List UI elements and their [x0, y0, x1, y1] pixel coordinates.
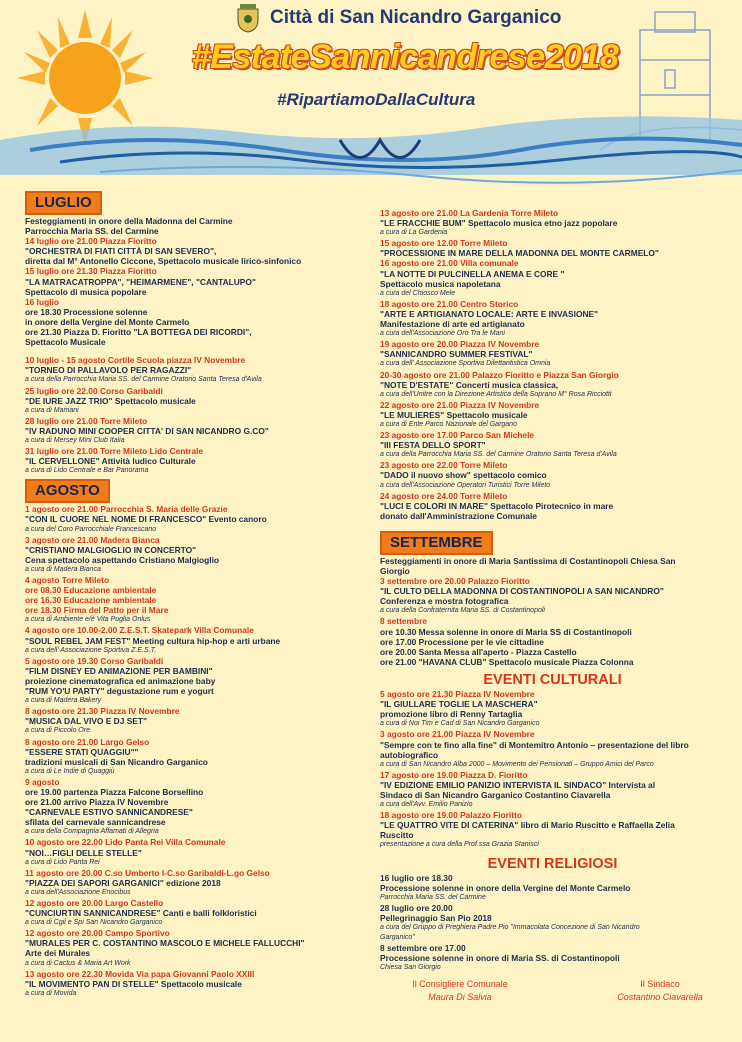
event-date: 24 agosto ore 24.00 Torre Mileto	[380, 490, 508, 501]
event-date: 9 agosto	[25, 776, 60, 787]
event-organizer: a cura dell' Associazione Sportiva Dilettantistica Omnia	[380, 360, 551, 368]
event-text: 8 settembre ore 17.00	[380, 943, 466, 954]
event-date: 25 luglio ore 22.00 Corso Garibaldi	[25, 385, 163, 396]
event-organizer: a cura dell' Associazione Sportiva Z.E.S.T.	[25, 646, 157, 654]
event-date: 18 agosto ore 19.00 Palazzo Fioritto	[380, 810, 522, 821]
right-column	[380, 208, 725, 974]
event-title: "LE QUATTRO VITE DI CATERINA" libro di Mario Ruscitto e Raffaella Zelia	[380, 820, 675, 831]
event-text: Processione solenne in onore di Maria SS. di Costantinopoli	[380, 953, 620, 964]
event-title: "LE MULIERES" Spettacolo musicale	[380, 409, 528, 420]
event-organizer: a cura dell'Associazione Enocibus	[25, 888, 131, 896]
event-text: Sindaco di San Nicandro Garganico Costantino Ciavarella	[380, 789, 611, 800]
religiosi-heading: EVENTI RELIGIOSI	[487, 855, 618, 872]
event-date: 13 agosto ore 22.30 Movida Via papa Giovanni Paolo XXIII	[25, 968, 255, 979]
event-title: "LA MATRACATROPPA", "HEIMARMENE", "CANTALUPO"	[25, 276, 256, 287]
signature-sindaco	[600, 978, 720, 1004]
event-date: ore 18.30 Firma del Patto per il Mare	[25, 605, 169, 616]
crest-icon	[235, 3, 261, 33]
event-title: "SANNICANDRO SUMMER FESTIVAL"	[380, 349, 533, 360]
event-date: 3 agosto ore 21.00 Madera Bianca	[25, 534, 160, 545]
event-organizer: a cura della Parrocchia Maria SS. del Carmine Oratorio Santa Teresa d'Avila	[380, 451, 617, 459]
event-date: 13 agosto ore 21.00 La Gardenia Torre Mileto	[380, 208, 559, 218]
event-text: Parrocchia Maria SS. del Carmine	[25, 226, 159, 237]
luglio-heading: LUGLIO	[25, 191, 102, 215]
event-organizer: a cura di Mamani	[25, 406, 79, 414]
event-title: "DADO il nuovo show" spettacolo comico	[380, 470, 547, 481]
event-organizer: a cura di Madera Bianca	[25, 565, 101, 573]
event-date: 3 agosto ore 21.00 Piazza IV Novembre	[380, 729, 535, 740]
event-organizer: a cura di Mersey Mini Club Italia	[25, 436, 125, 444]
event-date: 3 settembre ore 20.00 Palazzo Fioritto	[380, 576, 530, 587]
event-date: 10 agosto ore 22.00 Lido Panta Rei Villa Comunale	[25, 837, 226, 848]
event-text: tradizioni musicali di San Nicandro Garganico	[25, 756, 208, 767]
event-organizer: a cura di Cgil e Spi San Nicandro Garganico	[25, 919, 163, 927]
event-text: Manifestazione di arte ed artigianato	[380, 319, 525, 330]
event-text: Cena spettacolo aspettando Cristiano Malgioglio	[25, 554, 220, 565]
event-text: in onore della Vergine del Monte Carmelo	[25, 316, 190, 327]
event-title: "IL MOVIMENTO PAN DI STELLE" Spettacolo musicale	[25, 978, 242, 989]
event-text: Spettacolo di musica popolare	[25, 286, 147, 297]
event-organizer: a cura dell'Avv. Emilio Panizio	[380, 801, 473, 809]
event-text: Festeggiamenti in onore di Maria Santissima di Costantinopoli Chiesa San	[380, 555, 676, 566]
event-date: 12 agosto ore 20.00 Largo Castello	[25, 898, 164, 908]
event-title: "SOUL REBEL JAM FEST" Meeting cultura hip-hop e arti urbane	[25, 635, 281, 646]
event-title: "IL CULTO DELLA MADONNA DI COSTANTINOPOLI A SAN NICANDRO"	[380, 586, 664, 597]
event-organizer: a cura di Lido Centrale e Bar Panorama	[25, 467, 149, 475]
event-date: ore 16.30 Educazione ambientale	[25, 595, 157, 606]
event-title: "III FESTA DELLO SPORT"	[380, 440, 486, 451]
event-organizer: a cura di Ente Parco Nazionale del Gargano	[380, 420, 517, 428]
event-title: "CRISTIANO MALGIOGLIO IN CONCERTO"	[25, 544, 197, 555]
event-text: diretta dal M° Antonello Ciccone, Spettacolo musicale lirico-sinfonico	[25, 256, 302, 267]
signature-name: Maura Di Salvia	[428, 992, 492, 1002]
event-date: 1 agosto ore 21.00 Parrocchia S. Maria delle Grazie	[25, 504, 228, 515]
event-text: 28 luglio ore 20.00	[380, 902, 453, 913]
sun-icon	[17, 10, 153, 146]
event-organizer: a cura della Parrocchia Maria SS. del Carmine Oratorio Santa Teresa d'Avila	[25, 376, 262, 384]
event-title: "ESSERE STATI QUAGGIU""	[25, 746, 139, 757]
event-text: Spettacolo musica napoletana	[380, 278, 501, 289]
event-title: "FILM DISNEY ED ANIMAZIONE PER BAMBINI"	[25, 665, 213, 676]
event-date: 28 luglio ore 21.00 Torre Mileto	[25, 415, 148, 426]
event-text: donato dall'Amministrazione Comunale	[380, 510, 537, 521]
event-title: "RUM YO'U PARTY" degustazione rum e yogurt	[25, 686, 214, 697]
event-text: sfilata del carnevale sannicandrese	[25, 817, 166, 828]
event-text: promozione libro di Renny Tartaglia	[380, 709, 523, 720]
agosto-heading: AGOSTO	[25, 479, 110, 503]
event-text	[25, 347, 370, 355]
event-title: "NOTE D'ESTATE" Concerti musica classica,	[380, 379, 559, 390]
event-title: "IL CERVELLONE" Attività ludico Culturale	[25, 456, 196, 467]
event-text: Ruscitto	[380, 830, 414, 841]
event-organizer: Garganico"	[380, 934, 415, 942]
event-title: "NOI…FIGLI DELLE STELLE"	[25, 847, 142, 858]
event-organizer: a cura di Le Indie di Quaggiù	[25, 767, 115, 775]
agosto-cont-list	[380, 208, 725, 521]
event-date: 16 luglio	[25, 296, 59, 307]
event-text: 16 luglio ore 18.30	[380, 872, 453, 883]
event-text: ore 10.30 Messa solenne in onore di Maria SS di Costantinopoli	[380, 626, 632, 637]
event-title: "LUCI E COLORI IN MARE" Spettacolo Pirotecnico in mare	[380, 500, 614, 511]
event-organizer: a cura di Madera Bakery	[25, 697, 102, 705]
event-text: Pellegrinaggio San Pio 2018	[380, 913, 492, 923]
event-date: 8 agosto ore 21.00 Largo Gelso	[25, 736, 150, 747]
event-title: "CARNEVALE ESTIVO SANNICANDRESE"	[25, 807, 193, 818]
event-text: Giorgio	[380, 566, 410, 576]
event-text: ore 19.00 partenza Piazza Falcone Borsellino	[25, 786, 204, 797]
event-text: Spettacolo Musicale	[25, 337, 106, 348]
event-organizer: a cura di Lido Panta Rei	[25, 858, 100, 866]
event-date: 17 agosto ore 19.00 Piazza D. Fioritto	[380, 769, 528, 780]
event-organizer: a cura della Confraternita Maria SS. di Costantinopoli	[380, 607, 545, 615]
event-text: ore 21.00 arrivo Piazza IV Novembre	[25, 797, 169, 808]
culturali-list	[380, 689, 725, 851]
event-organizer: a cura del Coro Parrocchiale Francescano	[25, 525, 157, 533]
event-text: ore 20.00 Santa Messa all'aperto - Piazza Castello	[380, 646, 577, 657]
event-date: 18 agosto ore 21.00 Centro Storico	[380, 298, 519, 309]
event-date: ore 08.30 Educazione ambientale	[25, 585, 157, 596]
event-text: autobiografico	[380, 749, 439, 760]
event-title: "ORCHESTRA DI FIATI CITTÀ DI SAN SEVERO",	[25, 246, 217, 257]
event-title: "IV EDIZIONE EMILIO PANIZIO INTERVISTA IL SINDACO" Intervista al	[380, 779, 656, 790]
event-title: "MUSICA DAL VIVO E DJ SET"	[25, 716, 147, 727]
event-date: 4 agosto ore 10.00-2.00 Z.E.S.T. Skatepark Villa Comunale	[25, 625, 254, 636]
event-organizer: a cura dell'Associazione Oro Tra le Mani	[380, 330, 505, 338]
event-text: ore 18.30 Processione solenne	[25, 306, 148, 317]
event-date: 15 agosto ore 12.00 Torre Mileto	[380, 238, 508, 249]
event-text: Conferenza e mostra fotografica	[380, 596, 509, 607]
event-organizer: presentazione a cura della Prof.ssa Grazia Stanisci	[380, 841, 539, 849]
event-date: 11 agosto ore 20.00 C.so Umberto I-C.so Garibaldi-L.go Gelso	[25, 867, 270, 878]
event-date: 8 settembre	[380, 616, 428, 627]
event-title: Festeggiamenti in onore della Madonna del Carmine	[25, 216, 233, 226]
event-date: 23 agosto ore 22.00 Torre Mileto	[380, 460, 508, 471]
event-date: 8 agosto ore 21.30 Piazza IV Novembre	[25, 706, 180, 717]
signature-name: Costantino Ciavarella	[617, 992, 703, 1002]
event-date: 10 luglio - 15 agosto Cortile Scuola piazza IV Novembre	[25, 355, 246, 366]
wave-icon	[0, 116, 742, 182]
event-text: proiezione cinematografica ed animazione baby	[25, 675, 216, 686]
event-title: "TORNEO DI PALLAVOLO PER RAGAZZI"	[25, 365, 192, 376]
religiosi-list	[380, 873, 725, 974]
event-organizer: a cura di Noi Tim e Cad di San Nicandro Garganico	[380, 720, 540, 728]
event-text: Arte dei Murales	[25, 948, 91, 959]
signature-role: Il Consigliere Comunale	[412, 979, 508, 989]
event-date: 14 luglio ore 21.00 Piazza Fioritto	[25, 236, 157, 247]
event-date: 12 agosto ore 20.00 Campo Sportivo	[25, 928, 170, 939]
event-text: Processione solenne in onore della Vergine del Monte Carmelo	[380, 882, 631, 893]
settembre-list	[380, 556, 725, 667]
event-organizer: Parrocchia Maria SS. del Carmine	[380, 893, 486, 901]
event-organizer: a cura di Movida	[25, 989, 77, 997]
city-name: Città di San Nicandro Garganico	[270, 7, 562, 28]
event-text: "Sempre con te fino alla fine" di Montemitro Antonio – presentazione del libro	[380, 739, 689, 750]
event-organizer: a cura di San Nicandro Alba 2000 – Movimento dei Pensionati – Gruppo Amici del Parco	[380, 760, 654, 768]
event-title: "MURALES PER C. COSTANTINO MASCOLO E MICHELE FALLUCCHI"	[25, 938, 305, 949]
event-title: ore 21.30 Piazza D. Fioritto "LA BOTTEGA DEI RICORDI",	[25, 327, 252, 338]
event-date: 15 luglio ore 21.30 Piazza Fioritto	[25, 266, 157, 277]
event-organizer: a cura del Gruppo di Preghiera Padre Pio "Immacolata Concezione di San Nicandro	[380, 924, 640, 932]
event-text: ore 21.00 "HAVANA CLUB" Spettacolo musicale Piazza Colonna	[380, 656, 634, 667]
event-date: 23 agosto ore 17.00 Parco San Michele	[380, 430, 535, 441]
event-date: 5 agosto ore 19.30 Corso Garibaldi	[25, 655, 164, 666]
event-organizer: a cura di La Gardenia	[380, 229, 448, 237]
event-organizer: a cura di Ambiente e/è Vita Puglia Onlus	[25, 616, 151, 624]
luglio-list	[25, 216, 370, 476]
event-title: "LA NOTTE DI PULCINELLA ANEMA E CORE "	[380, 268, 565, 279]
event-date: 19 agosto ore 20.00 Piazza IV Novembre	[380, 339, 540, 350]
event-organizer: a cura della Compagnia Affamati di Allegria	[25, 828, 159, 836]
event-date: 22 agosto ore 21.00 Piazza IV Novembre	[380, 399, 540, 410]
event-title: "CUNCIURTIN SANNICANDRESE" Canti e balli folkloristici	[25, 908, 257, 919]
event-date: 4 agosto Torre Mileto	[25, 575, 110, 585]
event-organizer: a cura dell'Associazione Operatori Turistici Torre Mileto	[380, 481, 551, 489]
settembre-heading: SETTEMBRE	[380, 531, 493, 555]
culturali-heading: EVENTI CULTURALI	[483, 671, 622, 688]
event-title: "CON IL CUORE NEL NOME DI FRANCESCO" Evento canoro	[25, 514, 267, 525]
event-title: "PROCESSIONE IN MARE DELLA MADONNA DEL MONTE CARMELO"	[380, 248, 659, 259]
event-date: 5 agosto ore 21.30 Piazza IV Novembre	[380, 689, 535, 700]
event-organizer: a cura di Piccolo Ore	[25, 727, 90, 735]
event-title: "IL GIULLARE TOGLIE LA MASCHERA"	[380, 699, 538, 710]
event-date: 31 luglio ore 21.00 Torre Mileto Lido Centrale	[25, 446, 204, 457]
agosto-list	[25, 504, 370, 999]
event-title: "LE FRACCHIE BUM" Spettacolo musica etno jazz popolare	[380, 218, 618, 229]
event-title: "PIAZZA DEI SAPORI GARGANICI" edizione 2018	[25, 877, 221, 888]
event-organizer: Chiesa San Giorgio	[380, 964, 441, 972]
event-title: "IV RADUNO MINI COOPER CITTA' DI SAN NICANDRO G.CO"	[25, 425, 269, 436]
event-hashtag: #EstateSannicandrese2018	[191, 38, 619, 76]
event-organizer: a cura dell'Unitre con la Direzione Artistica della Soprano M° Rosa Ricciotti	[380, 390, 612, 398]
event-title: "DE IURE JAZZ TRIO" Spettacolo musicale	[25, 395, 196, 406]
event-organizer: a cura di Cactus & Maria Art Work	[25, 959, 131, 967]
event-subtag: #RipartiamoDallaCultura	[277, 90, 476, 109]
signature-consigliere	[395, 978, 525, 1004]
left-column	[25, 189, 370, 999]
event-date: 16 agosto ore 21.00 Villa comunale	[380, 258, 519, 269]
event-text: ore 17.00 Processione per le vie cittadine	[380, 636, 544, 647]
event-date: 20-30 agosto ore 21.00 Palazzo Fioritto e Piazza San Giorgio	[380, 369, 619, 380]
signature-role: Il Sindaco	[640, 979, 680, 989]
event-organizer: a cura del Chiosco Mele	[380, 289, 456, 297]
event-title: "ARTE E ARTIGIANATO LOCALE: ARTE E INVASIONE"	[380, 308, 599, 319]
